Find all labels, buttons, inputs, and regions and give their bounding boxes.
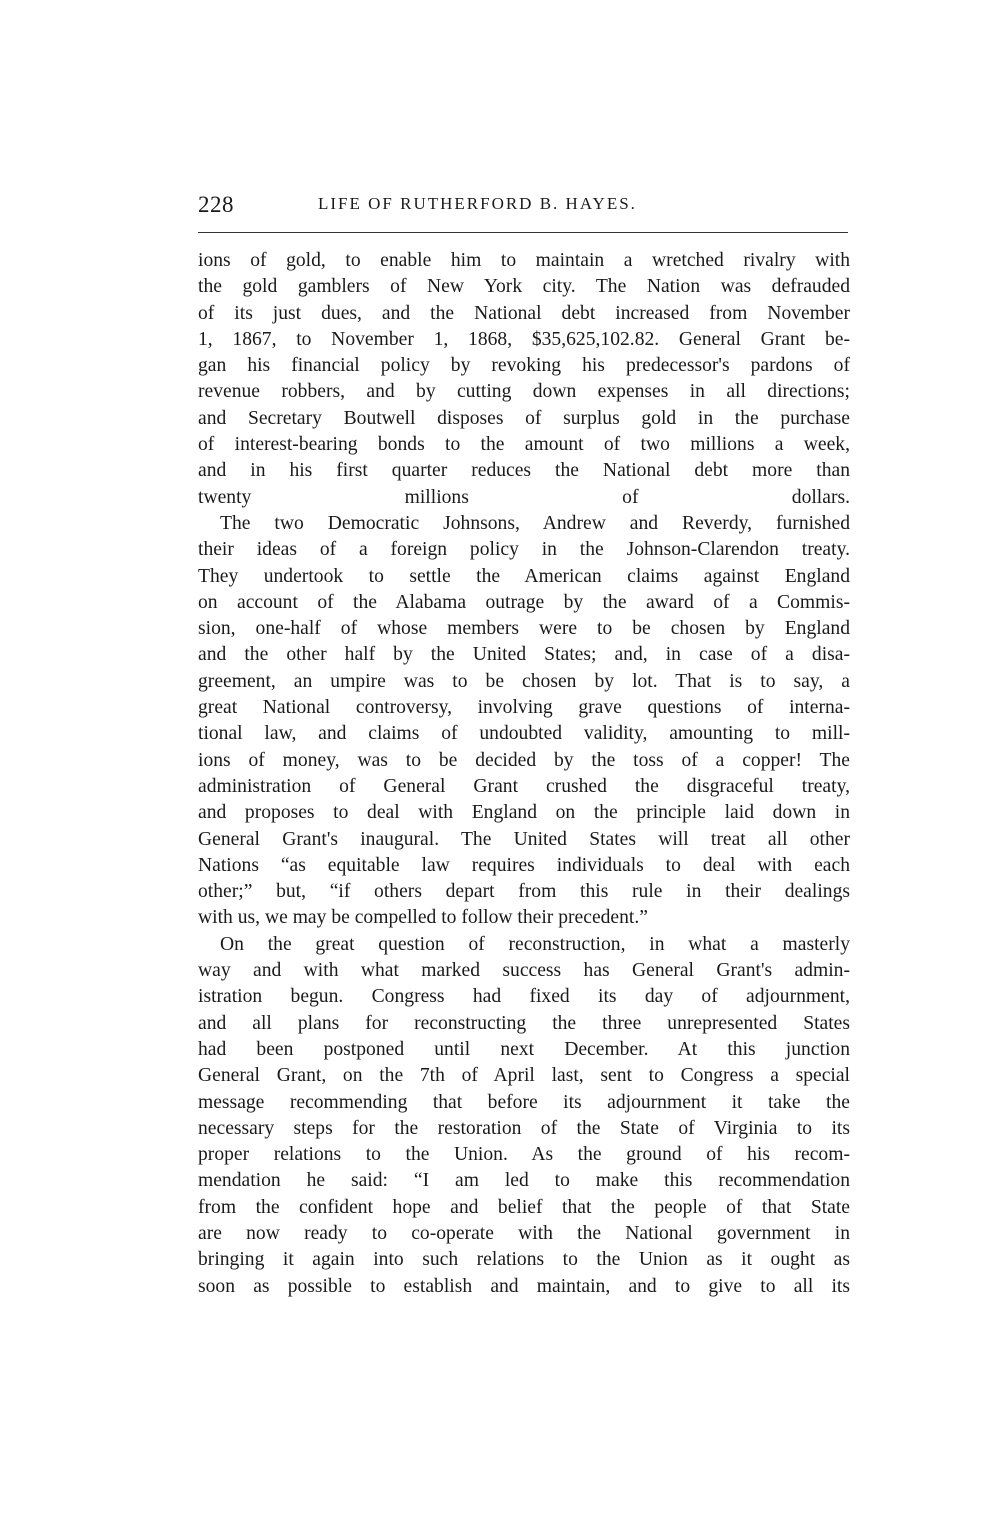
text-line: The two Democratic Johnsons, Andrew and Reverdy, furnished [220,512,850,534]
text-line: greement, an umpire was to be chosen by lot. That is to say, a [198,670,850,692]
text-line: of interest-bearing bonds to the amount of two millions a week, [198,434,850,456]
text-line: and proposes to deal with England on the principle laid down in [198,802,850,824]
text-line: soon as possible to establish and maintain, and to give to all its [198,1275,850,1297]
text-line: General Grant's inaugural. The United States will treat all other [198,828,850,850]
text-line: revenue robbers, and by cutting down expenses in all directions; [198,381,850,403]
page-header [198,192,848,226]
text-line: of its just dues, and the National debt increased from November [198,302,850,324]
text-line: had been postponed until next December. At this junction [198,1038,850,1060]
text-line: tional law, and claims of undoubted validity, amounting to mill- [198,723,850,745]
paragraph-2 [198,511,850,932]
text-line: They undertook to settle the American claims against England [198,565,850,587]
body-text [198,248,850,1300]
page-number: 228 [198,192,234,217]
text-line: and Secretary Boutwell disposes of surplus gold in the purchase [198,407,850,429]
header-rule [198,232,848,233]
text-line: and the other half by the United States; and, in case of a disa- [198,644,850,666]
text-line: proper relations to the Union. As the ground of his recom- [198,1144,850,1166]
text-line: and all plans for reconstructing the three unrepresented States [198,1012,850,1034]
text-line: from the confident hope and belief that the people of that State [198,1196,850,1218]
text-line: sion, one-half of whose members were to be chosen by England [198,618,850,640]
text-line: twenty millions of dollars. [198,486,850,508]
text-line: 1, 1867, to November 1, 1868, $35,625,102.82. General Grant be- [198,328,850,350]
text-line: mendation he said: “I am led to make this recommendation [198,1170,850,1192]
paragraph-3 [198,932,850,1300]
text-line: bringing it again into such relations to the Union as it ought as [198,1249,850,1271]
text-line: gan his financial policy by revoking his predecessor's pardons of [198,355,850,377]
text-line: administration of General Grant crushed the disgraceful treaty, [198,775,850,797]
text-line: on account of the Alabama outrage by the award of a Commis- [198,591,850,613]
text-line: message recommending that before its adjournment it take the [198,1091,850,1113]
text-line: great National controversy, involving grave questions of interna- [198,697,850,719]
text-line: and in his first quarter reduces the National debt more than [198,460,850,482]
text-line: with us, we may be compelled to follow their precedent.” [198,907,648,929]
text-line: the gold gamblers of New York city. The Nation was defrauded [198,276,850,298]
running-head: LIFE OF RUTHERFORD B. HAYES. [318,194,637,213]
text-line: necessary steps for the restoration of the State of Virginia to its [198,1117,850,1139]
text-line: other;” but, “if others depart from this rule in their dealings [198,881,850,903]
text-line: are now ready to co-operate with the National government in [198,1222,850,1244]
text-line: way and with what marked success has General Grant's admin- [198,960,850,982]
text-line: On the great question of reconstruction, in what a masterly [220,933,850,955]
paragraph-1 [198,248,850,511]
text-line: ions of money, was to be decided by the toss of a copper! The [198,749,850,771]
text-line: General Grant, on the 7th of April last, sent to Congress a special [198,1065,850,1087]
text-line: istration begun. Congress had fixed its day of adjournment, [198,986,850,1008]
text-line: their ideas of a foreign policy in the Johnson-Clarendon treaty. [198,539,850,561]
text-line: Nations “as equitable law requires individuals to deal with each [198,854,850,876]
text-line: ions of gold, to enable him to maintain a wretched rivalry with [198,250,850,271]
